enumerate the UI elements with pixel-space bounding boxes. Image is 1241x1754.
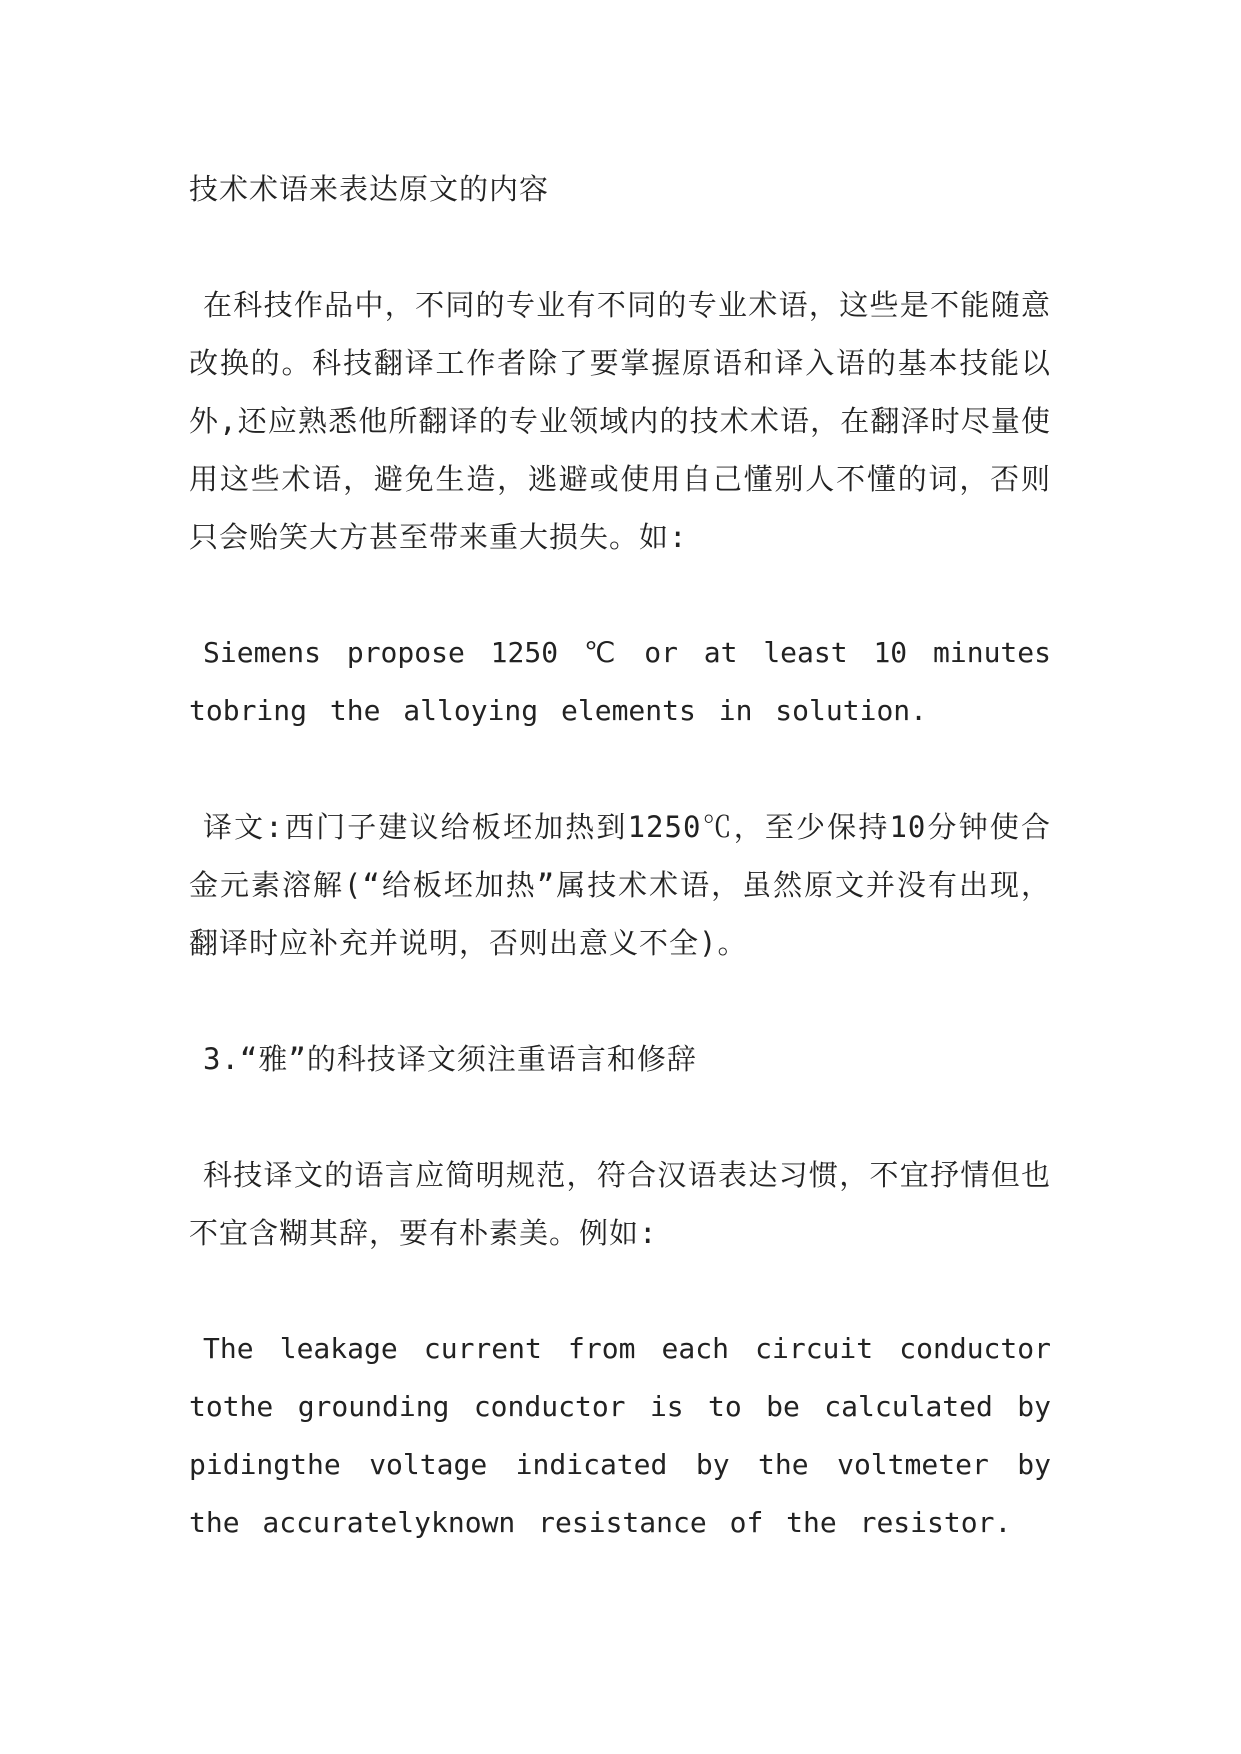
paragraph-heading-continuation: 技术术语来表达原文的内容 (189, 172, 550, 206)
document-page (189, 160, 1051, 1552)
paragraph-gap (189, 1088, 1051, 1146)
paragraph-terminology: 在科技作品中，不同的专业有不同的专业术语，这些是不能随意改换的。科技翻译工作者除了要掌握原语和译入语的基本技能以外,还应熟悉他所翻译的专业领域内的技术术语，在翻泽时尽量使用这些术语，避免生造，逃避或使用自己懂别人不懂的词，否则只会贻笑大方甚至带来重大损失。如: (189, 288, 1051, 554)
paragraph-gap (189, 218, 1051, 276)
english-example-leakage: The leakage current from each circuit conductor tothe grounding conductor is to be calculated by pidingthe voltage indicated by the voltmeter by the accuratelyknown resistance of the resistor. (189, 1332, 1051, 1539)
paragraph-gap (189, 1262, 1051, 1320)
paragraph-gap (189, 972, 1051, 1030)
translation-siemens: 译文:西门子建议给板坯加热到1250℃，至少保持10分钟使合金元素溶解(“给板坯加热”属技术术语，虽然原文并没有出现，翻译时应补充并说明，否则出意义不全)。 (189, 810, 1051, 960)
section-heading-ya: 3.“雅”的科技译文须注重语言和修辞 (203, 1042, 697, 1076)
english-example-siemens: Siemens propose 1250 ℃ or at least 10 minutes tobring the alloying elements in solution. (189, 636, 1051, 727)
paragraph-language-style: 科技译文的语言应简明规范，符合汉语表达习惯，不宜抒情但也不宜含糊其辞，要有朴素美。例如: (189, 1158, 1051, 1250)
paragraph-gap (189, 566, 1051, 624)
paragraph-gap (189, 740, 1051, 798)
